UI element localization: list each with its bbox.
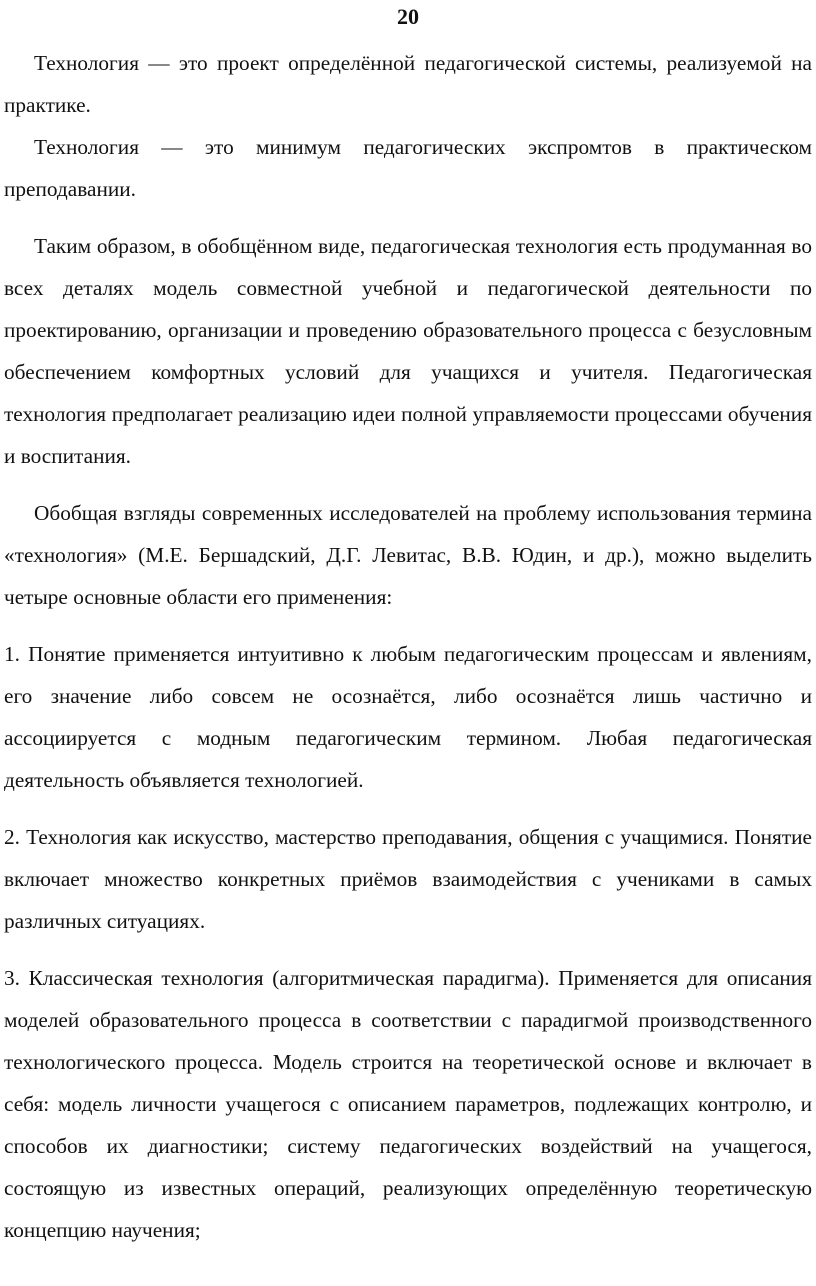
list-item-2: 2. Технология как искусство, мастерство преподавания, общения с учащимися. Понятие включает множество конкретных приёмов взаимодействия с учениками в самых различных ситуациях. <box>4 825 812 933</box>
paragraph-research-overview: Обобщая взгляды современных исследователей на проблему использования термина «технология» (М.Е. Бершадский, Д.Г. Левитас, В.В. Юдин, и др.), можно выделить четыре основные области его применения: <box>4 501 812 609</box>
page-number: 20 <box>397 4 419 29</box>
list-item-1: 1. Понятие применяется интуитивно к любым педагогическим процессам и явлениям, его значение либо совсем не осознаётся, либо осознаётся лишь частично и ассоциируется с модным педагогическим термином. Любая педагогическая деятельность объявляется технологией. <box>4 642 812 792</box>
paragraph-definition-1: Технология — это проект определённой педагогической системы, реализуемой на практике. <box>4 51 812 117</box>
paragraph-definition-2: Технология — это минимум педагогических экспромтов в практическом преподавании. <box>4 135 812 201</box>
page-content <box>4 42 812 1251</box>
paragraph-summary: Таким образом, в обобщённом виде, педагогическая технология есть продуманная во всех деталях модель совместной учебной и педагогической деятельности по проектированию, организации и проведению образовательного процесса с безусловным обеспечением комфортных условий для учащихся и учителя. Педагогическая технология предполагает реализацию идеи полной управляемости процессами обучения и воспитания. <box>4 234 812 468</box>
list-item-3: 3. Классическая технология (алгоритмическая парадигма). Применяется для описания моделей образовательного процесса в соответствии с парадигмой производственного технологического процесса. Модель строится на теоретической основе и включает в себя: модель личности учащегося с описанием параметров, подлежащих контролю, и способов их диагностики; систему педагогических воздействий на учащегося, состоящую из известных операций, реализующих определённую теоретическую концепцию научения; <box>4 966 812 1242</box>
